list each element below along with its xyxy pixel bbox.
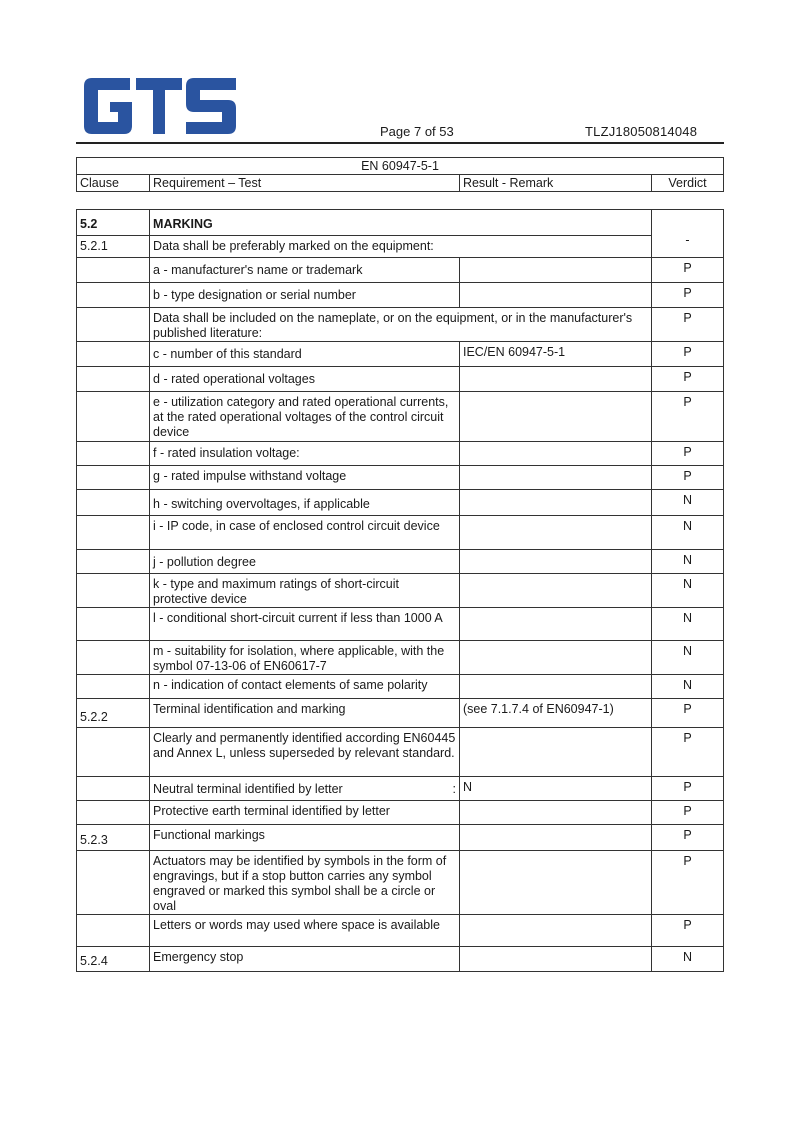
requirement-cell: h - switching overvoltages, if applicable xyxy=(150,490,460,516)
clause-cell: 5.2.4 xyxy=(77,947,150,972)
column-header-requirement: Requirement – Test xyxy=(150,175,460,192)
table-row xyxy=(77,442,724,466)
standard-title: EN 60947-5-1 xyxy=(77,158,724,175)
result-cell xyxy=(459,367,651,392)
result-cell xyxy=(459,608,651,641)
result-cell xyxy=(459,574,651,608)
result-cell xyxy=(459,641,651,675)
table-row xyxy=(77,392,724,442)
result-cell xyxy=(459,801,651,825)
verdict-cell: P xyxy=(651,825,723,851)
clause-cell xyxy=(77,675,150,699)
requirement-cell: Actuators may be identified by symbols in the form of engravings, but if a stop button carries any symbol engraved or marked this symbol shall be a circle or oval xyxy=(150,851,460,915)
result-cell xyxy=(459,516,651,550)
column-header-result: Result - Remark xyxy=(459,175,651,192)
table-row xyxy=(77,641,724,675)
clause-cell xyxy=(77,915,150,947)
verdict-cell: N xyxy=(651,608,723,641)
requirement-cell: f - rated insulation voltage: xyxy=(150,442,460,466)
table-row xyxy=(77,608,724,641)
requirement-cell: m - suitability for isolation, where applicable, with the symbol 07-13-06 of EN60617-7 xyxy=(150,641,460,675)
verdict-cell: P xyxy=(651,308,723,342)
clause-cell xyxy=(77,728,150,777)
clause-table xyxy=(76,209,724,972)
requirement-cell: Data shall be included on the nameplate, or on the equipment, or in the manufacturer's published literature: xyxy=(150,308,652,342)
result-cell xyxy=(459,442,651,466)
verdict-cell: N xyxy=(651,675,723,699)
table-row xyxy=(77,915,724,947)
clause-cell xyxy=(77,308,150,342)
clause-cell: 5.2 xyxy=(77,210,150,236)
clause-cell xyxy=(77,442,150,466)
requirement-cell: k - type and maximum ratings of short-circuit protective device xyxy=(150,574,460,608)
verdict-cell: P xyxy=(651,728,723,777)
table-row xyxy=(77,574,724,608)
requirement-cell xyxy=(150,777,460,801)
column-header-clause: Clause xyxy=(77,175,150,192)
requirement-cell: Terminal identification and marking xyxy=(150,699,460,728)
requirement-cell: n - indication of contact elements of same polarity xyxy=(150,675,460,699)
clause-cell xyxy=(77,851,150,915)
report-number: TLZJ18050814048 xyxy=(585,124,698,139)
table-row xyxy=(77,342,724,367)
requirement-cell: Data shall be preferably marked on the equipment: xyxy=(150,236,652,258)
requirement-cell: Emergency stop xyxy=(150,947,460,972)
clause-cell xyxy=(77,392,150,442)
clause-cell xyxy=(77,258,150,283)
result-cell xyxy=(459,851,651,915)
verdict-cell: P xyxy=(651,851,723,915)
table-row xyxy=(77,851,724,915)
requirement-cell: l - conditional short-circuit current if less than 1000 A xyxy=(150,608,460,641)
result-cell xyxy=(459,915,651,947)
verdict-cell: N xyxy=(651,574,723,608)
verdict-cell: P xyxy=(651,915,723,947)
verdict-cell: N xyxy=(651,641,723,675)
result-cell xyxy=(459,947,651,972)
table-row xyxy=(77,777,724,801)
clause-cell xyxy=(77,490,150,516)
clause-cell xyxy=(77,777,150,801)
verdict-cell: P xyxy=(651,466,723,490)
result-cell xyxy=(459,392,651,442)
requirement-cell: b - type designation or serial number xyxy=(150,283,460,308)
header-divider xyxy=(76,142,724,144)
result-cell xyxy=(459,728,651,777)
clause-cell: 5.2.1 xyxy=(77,236,150,258)
result-cell xyxy=(459,675,651,699)
page-number: Page 7 of 53 xyxy=(380,124,454,139)
clause-cell xyxy=(77,641,150,675)
table-row xyxy=(77,210,724,236)
requirement-cell: d - rated operational voltages xyxy=(150,367,460,392)
requirement-cell: Protective earth terminal identified by letter xyxy=(150,801,460,825)
result-cell xyxy=(459,490,651,516)
result-cell xyxy=(459,550,651,574)
table-row xyxy=(77,283,724,308)
verdict-cell: P xyxy=(651,258,723,283)
requirement-colon: : xyxy=(452,782,456,796)
requirement-cell: a - manufacturer's name or trademark xyxy=(150,258,460,283)
table-row xyxy=(77,308,724,342)
requirement-text: Neutral terminal identified by letter xyxy=(153,782,343,796)
verdict-cell: P xyxy=(651,283,723,308)
column-header-verdict: Verdict xyxy=(651,175,723,192)
table-row xyxy=(77,675,724,699)
table-row xyxy=(77,699,724,728)
table-row xyxy=(77,516,724,550)
table-row xyxy=(77,728,724,777)
verdict-cell: P xyxy=(651,777,723,801)
result-cell xyxy=(459,466,651,490)
table-row xyxy=(77,825,724,851)
verdict-cell: - xyxy=(651,210,723,258)
verdict-cell: P xyxy=(651,801,723,825)
clause-cell: 5.2.2 xyxy=(77,699,150,728)
result-cell: (see 7.1.7.4 of EN60947-1) xyxy=(459,699,651,728)
requirement-cell: e - utilization category and rated operational currents, at the rated operational voltages of the control circuit device xyxy=(150,392,460,442)
requirement-cell: g - rated impulse withstand voltage xyxy=(150,466,460,490)
table-row xyxy=(77,801,724,825)
table-row xyxy=(77,550,724,574)
section-title: MARKING xyxy=(150,210,652,236)
result-cell: N xyxy=(459,777,651,801)
requirement-cell: Letters or words may used where space is available xyxy=(150,915,460,947)
verdict-cell: P xyxy=(651,392,723,442)
result-cell xyxy=(459,283,651,308)
clause-cell xyxy=(77,342,150,367)
gts-logo xyxy=(84,78,236,134)
result-cell xyxy=(459,258,651,283)
table-row xyxy=(77,466,724,490)
table-row xyxy=(77,947,724,972)
clause-cell xyxy=(77,466,150,490)
table-row xyxy=(77,258,724,283)
verdict-cell: N xyxy=(651,550,723,574)
verdict-cell: P xyxy=(651,699,723,728)
standard-header-table xyxy=(76,157,724,192)
requirement-cell: Clearly and permanently identified according EN60445 and Annex L, unless superseded by relevant standard. xyxy=(150,728,460,777)
verdict-cell: N xyxy=(651,947,723,972)
requirement-cell: i - IP code, in case of enclosed control circuit device xyxy=(150,516,460,550)
requirement-cell: Functional markings xyxy=(150,825,460,851)
result-cell xyxy=(459,825,651,851)
clause-cell xyxy=(77,608,150,641)
clause-cell xyxy=(77,367,150,392)
requirement-cell: c - number of this standard xyxy=(150,342,460,367)
clause-cell xyxy=(77,516,150,550)
verdict-cell: P xyxy=(651,442,723,466)
table-row xyxy=(77,367,724,392)
clause-cell xyxy=(77,283,150,308)
verdict-cell: P xyxy=(651,367,723,392)
clause-cell xyxy=(77,574,150,608)
result-cell: IEC/EN 60947-5-1 xyxy=(459,342,651,367)
verdict-cell: P xyxy=(651,342,723,367)
table-row xyxy=(77,236,724,258)
table-row xyxy=(77,490,724,516)
clause-cell: 5.2.3 xyxy=(77,825,150,851)
clause-cell xyxy=(77,550,150,574)
requirement-cell: j - pollution degree xyxy=(150,550,460,574)
verdict-cell: N xyxy=(651,516,723,550)
verdict-cell: N xyxy=(651,490,723,516)
clause-cell xyxy=(77,801,150,825)
